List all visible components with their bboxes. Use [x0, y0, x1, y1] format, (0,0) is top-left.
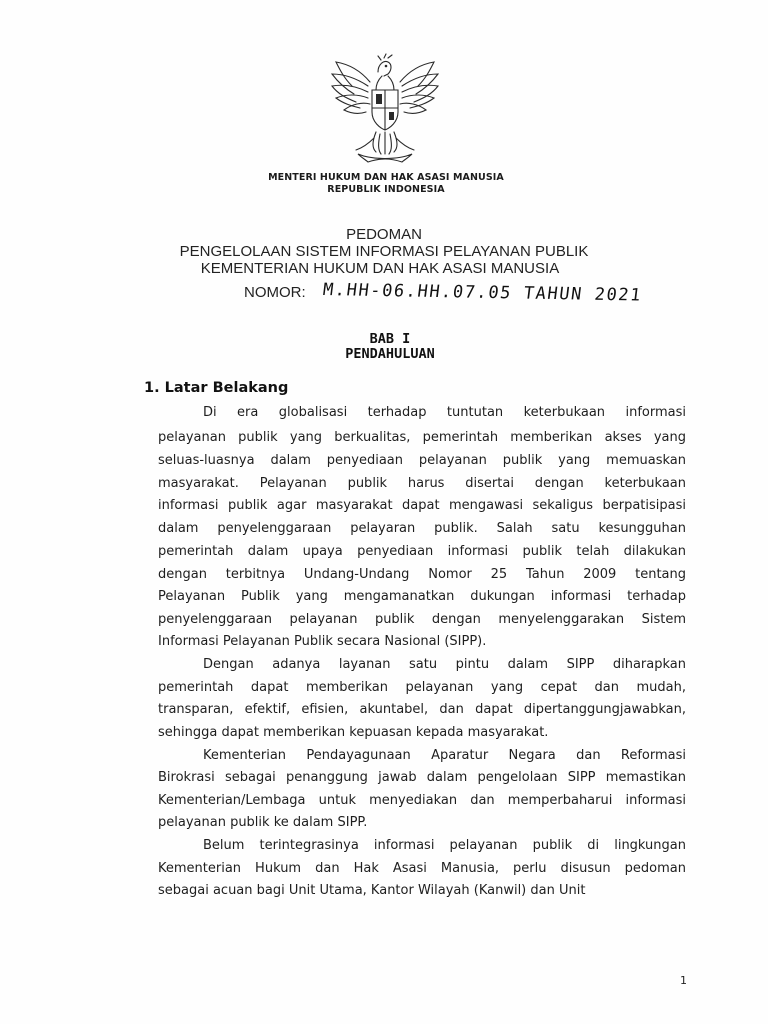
body-line: Pelayanan Publik yang mengamanatkan dukungan informasi terhadap: [158, 589, 686, 604]
country-name: REPUBLIK INDONESIA: [327, 184, 445, 195]
ministry-name: MENTERI HUKUM DAN HAK ASASI MANUSIA: [268, 172, 504, 183]
body-line: dalam penyelenggaraan pelayaran publik. Salah satu kesungguhan: [158, 521, 686, 536]
document-subtitle: KEMENTERIAN HUKUM DAN HAK ASASI MANUSIA: [200, 260, 560, 277]
body-line: pelayanan publik yang berkualitas, pemerintah memberikan akses yang: [158, 430, 686, 445]
body-line: Kementerian/Lembaga untuk menyediakan dan memperbaharui informasi: [158, 793, 686, 808]
body-line: sehingga dapat memberikan kepuasan kepada masyarakat.: [158, 725, 549, 740]
body-line: pemerintah dapat memberikan pelayanan yang cepat dan mudah,: [158, 680, 686, 695]
document-type: PEDOMAN: [346, 226, 422, 243]
section-heading: 1. Latar Belakang: [144, 380, 289, 396]
body-line: dengan terbitnya Undang-Undang Nomor 25 Tahun 2009 tentang: [158, 567, 686, 582]
garuda-emblem: [326, 52, 444, 164]
body-line: Birokrasi sebagai penanggung jawab dalam pengelolaan SIPP memastikan: [158, 770, 686, 785]
body-line: Informasi Pelayanan Publik secara Nasional (SIPP).: [158, 634, 487, 649]
body-line: Dengan adanya layanan satu pintu dalam SIPP diharapkan: [203, 657, 686, 672]
body-line: sebagai acuan bagi Unit Utama, Kantor Wilayah (Kanwil) dan Unit: [158, 883, 586, 898]
body-line: pelayanan publik ke dalam SIPP.: [158, 815, 368, 830]
body-line: transparan, efektif, efisien, akuntabel, dan dapat dipertanggungjawabkan,: [158, 702, 686, 717]
document-number-handwritten: M.HH-06.HH.07.05 TAHUN 2021: [321, 280, 644, 306]
body-line: Kementerian Pendayagunaan Aparatur Negara dan Reformasi: [203, 748, 686, 763]
body-line: masyarakat. Pelayanan publik harus disertai dengan keterbukaan: [158, 476, 686, 491]
chapter-number: BAB I: [369, 331, 411, 347]
document-number-label: NOMOR:: [244, 284, 306, 301]
body-line: seluas-luasnya dalam penyediaan pelayanan publik yang memuaskan: [158, 453, 686, 468]
body-line: Di era globalisasi terhadap tuntutan keterbukaan informasi: [203, 405, 686, 420]
chapter-title: PENDAHULUAN: [345, 346, 435, 362]
document-number-row: [238, 280, 718, 306]
body-line: Kementerian Hukum dan Hak Asasi Manusia, perlu disusun pedoman: [158, 861, 686, 876]
document-title: PENGELOLAAN SISTEM INFORMASI PELAYANAN PUBLIK: [179, 243, 589, 260]
body-line: informasi publik agar masyarakat dapat mengawasi sekaligus berpatisipasi: [158, 498, 686, 513]
body-line: Belum terintegrasinya informasi pelayanan publik di lingkungan: [203, 838, 686, 853]
page-number: 1: [680, 974, 687, 987]
body-line: penyelenggaraan pelayanan publik dengan menyelenggarakan Sistem: [158, 612, 686, 627]
body-line: pemerintah dalam upaya penyediaan informasi publik telah dilakukan: [158, 544, 686, 559]
